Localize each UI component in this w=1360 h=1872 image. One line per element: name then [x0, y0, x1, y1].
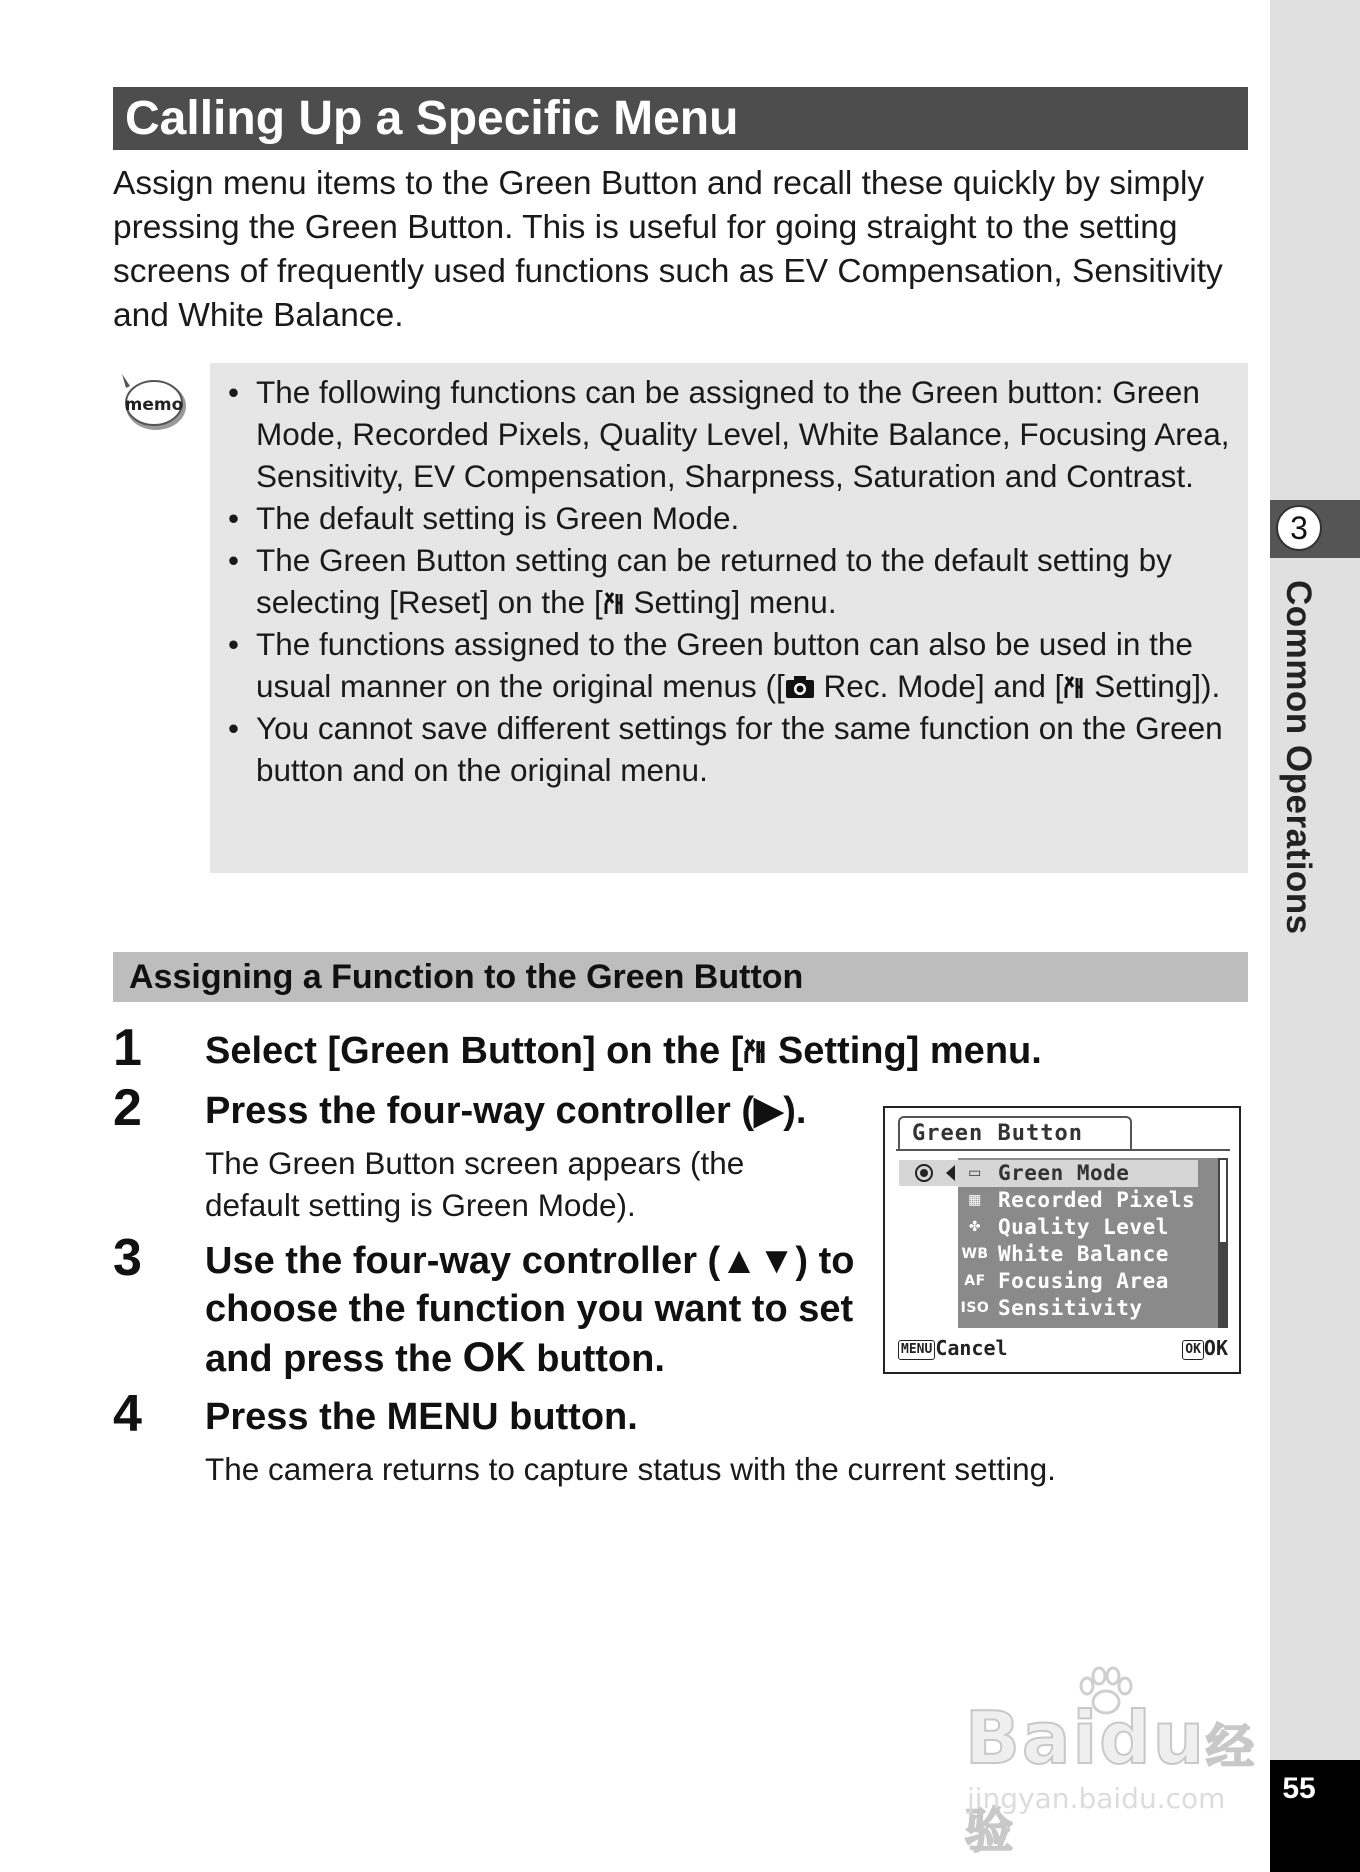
camera-screen-tab: Green Button: [898, 1116, 1132, 1150]
memo-bullet: •: [228, 542, 240, 578]
memo-item-text: Setting]).: [1085, 668, 1221, 704]
memo-item-text: The functions assigned to the Green button can also be used in the usual manner on the original menus ([: [256, 626, 1193, 704]
step-instruction: [205, 1027, 1205, 1075]
camera-tab-divider: [896, 1149, 1230, 1151]
chapter-sidebar: [1270, 0, 1360, 1872]
menu-key-icon: MENU: [898, 1340, 935, 1360]
step-text: button.: [525, 1338, 665, 1380]
step-text: Press the: [205, 1396, 387, 1438]
step-text: button.: [498, 1396, 638, 1438]
step-number: 3: [113, 1229, 142, 1287]
menu-key-label: MENU: [386, 1396, 499, 1438]
watermark-logo: Baidu经验: [965, 1696, 1256, 1859]
ok-key-label: OK: [462, 1333, 526, 1380]
camera-footer: [896, 1336, 1230, 1366]
watermark-url: jingyan.baidu.com: [967, 1782, 1226, 1815]
camera-menu-item[interactable]: ▭ Green Mode: [958, 1160, 1198, 1187]
sensitivity-icon: ISO: [960, 1300, 990, 1316]
cancel-button[interactable]: MENU Cancel: [898, 1336, 1008, 1360]
memo-icon: [116, 370, 188, 434]
camera-menu-item[interactable]: ▦ Recorded Pixels: [958, 1187, 1198, 1214]
memo-bullet: •: [228, 626, 240, 662]
memo-item: [210, 371, 1248, 497]
intro-paragraph: Assign menu items to the Green Button and recall these quickly by simply pressing the Green Button. This is useful for going straight to the setting screens of frequently used functions such as EV Compensation, Sensitivity and White Balance.: [113, 165, 1223, 334]
chapter-title: Common Operations: [1279, 580, 1318, 935]
step-number: 1: [113, 1019, 142, 1077]
setting-wrench-icon: [603, 590, 625, 616]
camera-scrollbar-thumb[interactable]: [1220, 1160, 1226, 1242]
memo-bullet: •: [228, 710, 240, 746]
setting-wrench-icon: [743, 1036, 767, 1066]
step-instruction: [205, 1393, 1105, 1441]
memo-box: [210, 363, 1248, 873]
step-description: The camera returns to capture status with the current setting.: [205, 1451, 1056, 1487]
memo-item: [210, 539, 1248, 623]
camera-screen: [883, 1106, 1241, 1374]
quality-level-icon: ✤: [968, 1219, 982, 1235]
step-text: Use the four-way controller (▲▼) to choose the function you want to set and press the: [205, 1240, 855, 1380]
svg-text:memo: memo: [124, 395, 184, 415]
camera-menu-item[interactable]: AF Focusing Area: [958, 1268, 1198, 1295]
camera-menu-item[interactable]: ✤ Quality Level: [958, 1214, 1198, 1241]
step-number: 4: [113, 1385, 142, 1443]
focusing-area-icon: AF: [964, 1273, 986, 1289]
memo-item-text: Setting] menu.: [624, 584, 837, 620]
memo-bullet: •: [228, 500, 240, 536]
camera-menu-item[interactable]: WB White Balance: [958, 1241, 1198, 1268]
ok-key-icon: OK: [1182, 1340, 1204, 1360]
recorded-pixels-icon: ▦: [968, 1192, 982, 1208]
camera-menu-item[interactable]: ISO Sensitivity: [958, 1295, 1198, 1322]
camera-icon: [785, 675, 815, 699]
radio-selected-icon: [915, 1164, 933, 1182]
memo-item: [210, 707, 1248, 791]
subsection-title: Assigning a Function to the Green Button: [113, 952, 1248, 1002]
watermark: [965, 1670, 1265, 1859]
memo-item-text: You cannot save different settings for the same function on the Green button and on the original menu.: [256, 710, 1223, 788]
step-text: Select [Green Button] on the [: [205, 1030, 744, 1072]
chapter-number: 3: [1276, 505, 1322, 551]
step-text: Setting] menu.: [767, 1030, 1042, 1072]
step-instruction: [205, 1237, 865, 1383]
white-balance-icon: WB: [961, 1246, 989, 1262]
step-number: 2: [113, 1079, 142, 1137]
section-title: Calling Up a Specific Menu: [113, 87, 1248, 150]
setting-wrench-icon: [1063, 674, 1085, 700]
page-number: 55: [1282, 1772, 1316, 1805]
ok-button[interactable]: OK OK: [1182, 1336, 1228, 1360]
arrow-left-icon: [946, 1165, 955, 1181]
step-description: The Green Button screen appears (the default setting is Green Mode).: [205, 1145, 745, 1223]
memo-item: [210, 497, 1248, 539]
memo-item-text: The Green Button setting can be returned to the default setting by selecting [Reset] on the [: [256, 542, 1172, 620]
memo-item-text: The default setting is Green Mode.: [256, 500, 740, 536]
memo-item-text: The following functions can be assigned to the Green button: Green Mode, Recorded Pixels, Quality Level, White Balance, Focusing Area, Sensitivity, EV Compensation, Sharpness, Saturation and Contrast.: [256, 374, 1230, 494]
memo-bullet: •: [228, 374, 240, 410]
memo-item-text: Rec. Mode] and [: [814, 668, 1064, 704]
memo-item: [210, 623, 1248, 707]
step-instruction: Press the four-way controller (▶).: [205, 1090, 807, 1132]
green-mode-icon: ▭: [968, 1165, 982, 1181]
